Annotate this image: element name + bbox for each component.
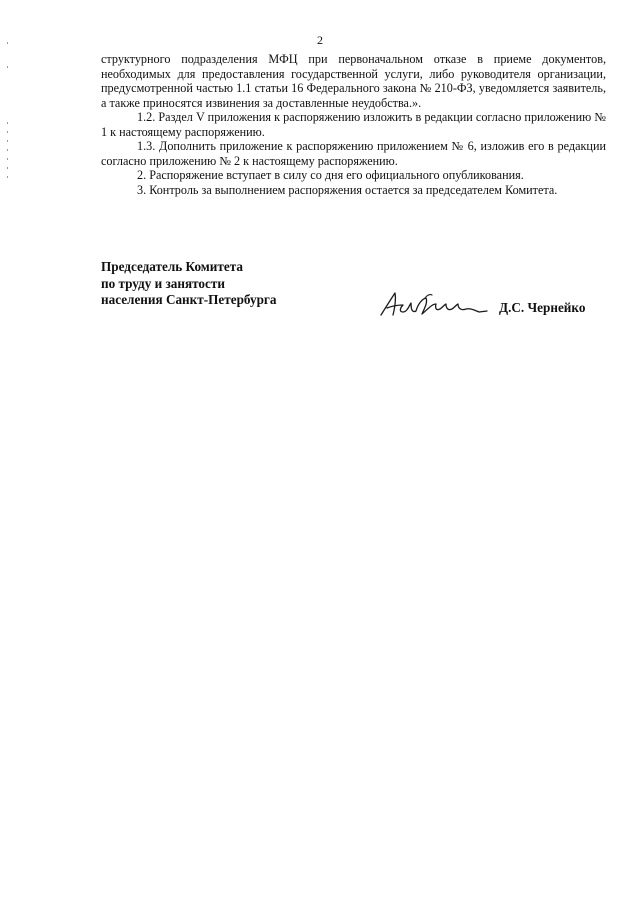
margin-scan-marks xyxy=(7,0,9,905)
signatory-title-line: Председатель Комитета xyxy=(101,259,243,274)
paragraph-item-2: 2. Распоряжение вступает в силу со дня его официального опубликования. xyxy=(137,168,524,182)
document-body xyxy=(101,52,606,197)
handwritten-signature xyxy=(378,289,490,321)
signatory-title-line: по труду и занятости xyxy=(101,275,225,291)
page-number: 2 xyxy=(317,33,323,47)
signatory-title xyxy=(101,259,277,309)
paragraph-item-3: 3. Контроль за выполнением распоряжения остается за председателем Комитета. xyxy=(137,182,558,197)
paragraph-continuation: структурного подразделения МФЦ при первоначальном отказе в приеме документов, необходимых для предоставления государственной услуги, либо руководителя организации, предусмотренной частью 1.1 статьи 16 Федерального закона № 210-ФЗ, уведомляется заявитель, а также приносятся извинения за доставленные неудобства.». xyxy=(101,52,606,110)
signatory-title-line: населения Санкт-Петербурга xyxy=(101,292,277,307)
signer-name: Д.С. Чернейко xyxy=(499,300,586,315)
paragraph-item-1-3: 1.3. Дополнить приложение к распоряжению приложением № 6, изложив его в редакции согласно приложению № 2 к настоящему распоряжению. xyxy=(101,139,606,168)
paragraph-item-1-2: 1.2. Раздел V приложения к распоряжению изложить в редакции согласно приложению № 1 к настоящему распоряжению. xyxy=(101,110,606,139)
